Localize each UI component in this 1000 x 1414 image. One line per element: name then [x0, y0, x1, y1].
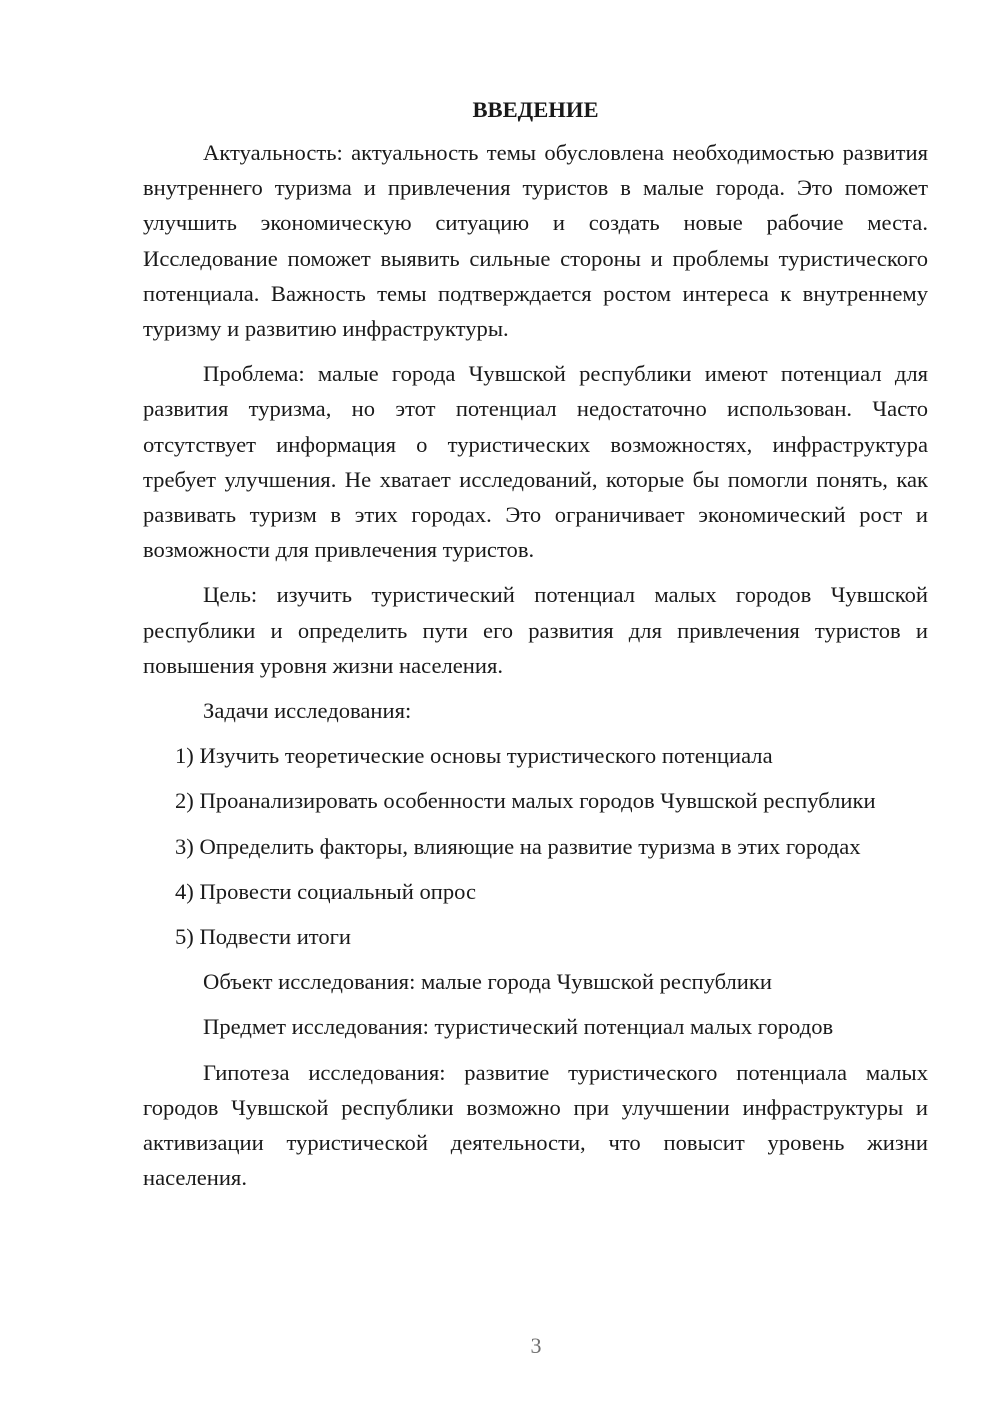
task-item-3: 3) Определить факторы, влияющие на развитие туризма в этих городах — [175, 833, 861, 859]
goal-paragraph: Цель: изучить туристический потенциал малых городов Чувшской республики и определить пути его развития для привлечения туристов и повышения уровня жизни населения. — [143, 582, 928, 678]
page-number: 3 — [530, 1333, 542, 1358]
tasks-heading: Задачи исследования: — [203, 698, 412, 724]
section-title: ВВЕДЕНИЕ — [472, 97, 599, 122]
relevance-paragraph: Актуальность: актуальность темы обусловлена необходимостью развития внутреннего туризма и привлечения туристов в малые города. Это поможет улучшить экономическую ситуацию и создать новые рабочие места. Исследование поможет выявить сильные стороны и проблемы туристического потенциала. Важность темы подтверждается ростом интереса к внутреннему туризму и развитию инфраструктуры. — [143, 140, 928, 342]
research-hypothesis: Гипотеза исследования: развитие туристического потенциала малых городов Чувшской республики возможно при улучшении инфраструктуры и активизации туристической деятельности, что повысит уровень жизни населения. — [143, 1059, 928, 1191]
problem-paragraph: Проблема: малые города Чувшской республики имеют потенциал для развития туризма, но этот потенциал недостаточно использован. Часто отсутствует информация о туристических возможностях, инфраструктура требует улучшения. Не хватает исследований, которые бы помогли понять, как развивать туризм в этих городах. Это ограничивает экономический рост и возможности для привлечения туристов. — [143, 361, 928, 563]
task-item-2: 2) Проанализировать особенности малых городов Чувшской республики — [175, 788, 876, 814]
document-page — [143, 92, 928, 1205]
research-subject: Предмет исследования: туристический потенциал малых городов — [203, 1014, 834, 1040]
task-item-1: 1) Изучить теоретические основы туристического потенциала — [175, 743, 773, 769]
task-item-4: 4) Провести социальный опрос — [175, 878, 477, 904]
task-item-5: 5) Подвести итоги — [175, 924, 352, 950]
research-object: Объект исследования: малые города Чувшской республики — [203, 969, 772, 995]
